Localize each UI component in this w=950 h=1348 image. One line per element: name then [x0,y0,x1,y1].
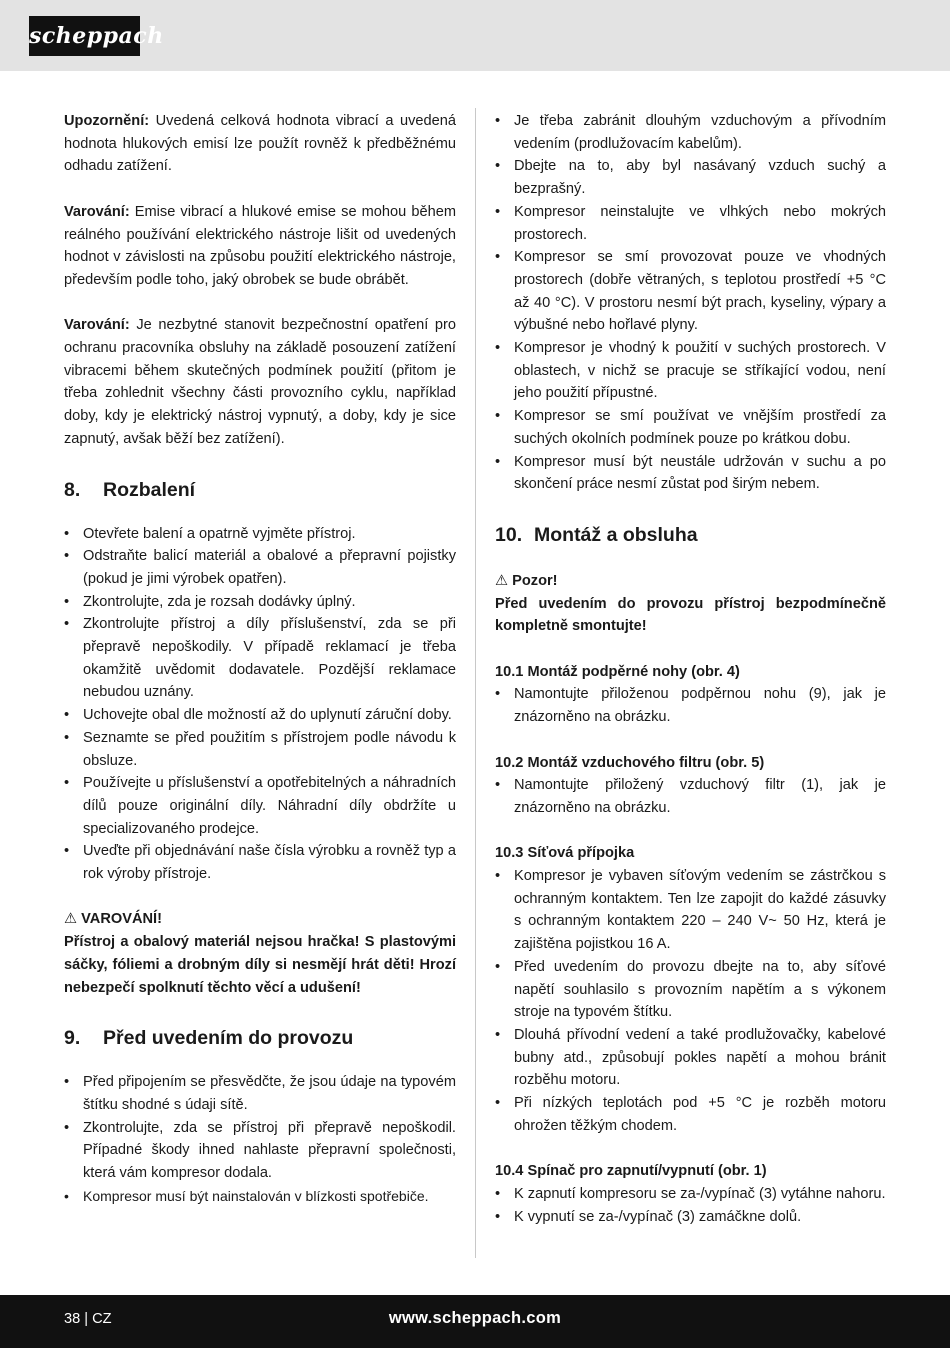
list-item: • Otevřete balení a opatrně vyjměte přístroj. [64,523,456,546]
list-item: • Kompresor je vhodný k použití v suchých prostorech. V oblastech, v nichž se pracuje se stříkající vodou, není jeho použití přípustné. [495,337,886,405]
list-item: • Kompresor musí být nainstalován v blízkosti spotřebiče. [64,1185,456,1208]
subsection-10-3-list [495,865,886,1137]
list-item: • Před uvedením do provozu dbejte na to, aby síťové napětí souhlasilo s provozním napětím a s výkonem stroje na typovém štítku. [495,956,886,1024]
caution-title: ⚠ Pozor! [495,572,558,589]
note-varovani-1 [64,201,456,292]
list-item: • Kompresor se smí provozovat pouze ve vhodných prostorech (dobře větraných, s teplotou prostředí +5 °C až 40 °C). V prostoru nesmí být prach, kyseliny, výpary a výbušné nebo hořlavé plyny. [495,246,886,337]
list-item: • Kompresor se smí používat ve vnějším prostředí za suchých okolních podmínek pouze po krátkou dobu. [495,405,886,450]
column-divider [475,108,476,1258]
section-title: Montáž a obsluha [534,523,698,546]
brand-logo: scheppach [29,16,140,56]
section-title: Rozbalení [103,478,196,501]
note-text: Emise vibrací a hlukové emise se mohou během reálného používání elektrického nástroje lišit od uvedených hodnot v závislosti na způsobu použití elektrického nástroje, především podle toho, jaký obrobek se bude obrábět. [64,203,456,288]
subsection-10-2-title: 10.2 Montáž vzduchového filtru (obr. 5) [495,754,765,771]
subsection-10-1-list [495,683,886,728]
note-varovani-2 [64,314,456,450]
subsection-10-3-title: 10.3 Síťová přípojka [495,845,635,862]
section-8-list [64,523,456,886]
footer-bar [0,1295,950,1348]
subsection-10-1-title: 10.1 Montáž podpěrné nohy (obr. 4) [495,663,740,680]
note-label: Varování: [64,317,130,334]
list-item: • Uchovejte obal dle možností až do uplynutí záruční doby. [64,704,456,727]
section-9-list [64,1071,456,1207]
subsection-10-4-list [495,1183,886,1228]
section-8-heading [64,477,456,503]
list-item: • Namontujte přiložený vzduchový filtr (1), jak je znázorněno na obrázku. [495,774,886,819]
list-item: • Zkontrolujte přístroj a díly příslušenství, zda se při přepravě nepoškodily. V případě reklamací je třeba okamžitě uvědomit dodavatele. Pozdější reklamace nebudou uznány. [64,613,456,704]
left-column [64,110,456,1207]
list-item: • Před připojením se přesvědčte, že jsou údaje na typovém štítku shodné s údaji sítě. [64,1071,456,1116]
list-item: • Odstraňte balicí materiál a obalové a přepravní pojistky (pokud je jimi výrobek opatřen). [64,545,456,590]
caution-text: Před uvedením do provozu přístroj bezpodmínečně kompletně smontujte! [495,595,886,635]
subsection-10-2-list [495,774,886,819]
list-item: • Zkontrolujte, zda je rozsah dodávky úplný. [64,591,456,614]
section-number: 10. [495,523,523,546]
list-item: • Při nízkých teplotách pod +5 °C je rozběh motoru ohrožen těžkým chodem. [495,1092,886,1137]
page-number: 38 | CZ [64,1311,112,1327]
list-item: • Dlouhá přívodní vedení a také prodlužovačky, kabelové bubny atd., způsobují pokles napětí a mohou bránit rozběhu motoru. [495,1024,886,1092]
subsection-10-4-title: 10.4 Spínač pro zapnutí/vypnutí (obr. 1) [495,1163,767,1180]
website-link[interactable]: www.scheppach.com [388,1309,562,1327]
section-10-heading [495,522,886,548]
list-item: • Seznamte se před použitím s přístrojem podle návodu k obsluze. [64,727,456,772]
section-number: 9. [64,1027,81,1050]
list-item: • Zkontrolujte, zda se přístroj při přepravě nepoškodil. Případné škody ihned nahlaste přepravní společnosti, která vám kompresor dodala. [64,1117,456,1185]
list-item: • Uveďte při objednávání naše čísla výrobku a rovněž typ a rok výroby přístroje. [64,840,456,885]
warning-text: Přístroj a obalový materiál nejsou hračka! S plastovými sáčky, fóliemi a drobným díly si nesmějí hrát děti! Hrozí nebezpečí spolknutí těchto věcí a udušení! [64,934,456,996]
note-label: Upozornění: [64,113,150,129]
list-item: • Kompresor neinstalujte ve vlhkých nebo mokrých prostorech. [495,201,886,246]
header-bar [0,0,950,71]
list-item: • K vypnutí se za-/vypínač (3) zamáčkne dolů. [495,1206,886,1229]
note-label: Varování: [64,203,130,220]
list-item: • Kompresor je vybaven síťovým vedením se zástrčkou s ochranným kontaktem. Ten lze zapojit do každé zásuvky s ochranným kontaktem 220 – 240 V~ 50 Hz, která je zajištěna pojistkou 16 A. [495,865,886,956]
section-9-heading [64,1025,456,1051]
list-item: • Je třeba zabránit dlouhým vzduchovým a přívodním vedením (prodlužovacím kabelům). [495,110,886,155]
section-title: Před uvedením do provozu [103,1027,354,1050]
list-item: • K zapnutí kompresoru se za-/vypínač (3) vytáhne nahoru. [495,1183,886,1206]
note-text: Uvedená celková hodnota vibrací a uvedená hodnota hlukových emisí lze použít rovněž k předběžnému odhadu zatížení. [64,113,456,175]
note-upozorneni [64,110,456,178]
warning-title: ⚠ VAROVÁNÍ! [64,911,162,928]
note-text: Je nezbytné stanovit bezpečnostní opatření pro ochranu pracovníka obsluhy na základě posouzení zatížení vibracemi během skutečných podmínek použití (přitom je třeba zohlednit všechny části provozního cyklu, například doby, kdy je elektrický nástroj vypnutý, a doby, kdy je sice zapnutý, avšak běží bez zatížení). [64,317,456,447]
list-item: • Používejte u příslušenství a opotřebitelných a náhradních dílů pouze originální díly. Náhradní díly obdržíte u specializovaného prodejce. [64,772,456,840]
section-number: 8. [64,478,81,501]
list-item: • Namontujte přiloženou podpěrnou nohu (9), jak je znázorněno na obrázku. [495,683,886,728]
list-item: • Dbejte na to, aby byl nasávaný vzduch suchý a bezprašný. [495,155,886,200]
list-item: • Kompresor musí být neustále udržován v suchu a po skončení práce nesmí zůstat pod širým nebem. [495,451,886,496]
right-column [495,110,886,1228]
installation-list [495,110,886,496]
